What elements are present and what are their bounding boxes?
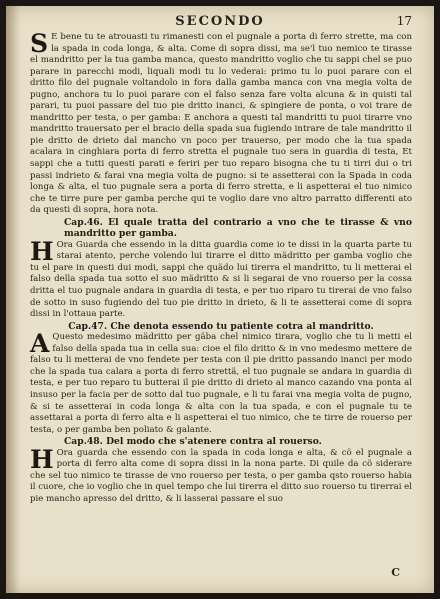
paragraph-text: Ora Guarda che essendo in la ditta guardia come io te dissi in la quarta parte tu starai atento, perche volendo lui tirarre el ditto mädritto per gamba voglio che tu el pare in questi dui modi, sappi che quädo lui tirerra el mandritto, tu li metterai el falso della spada tua sotto el suo mädritto & si li segarai de vno rouerso per la cossa dritta el tuo pugnale andara in guardia di testa, e per tuo riparo tu tirerai de vno falso de sotto in suso fugiendo del tuo pie dritto in drieto, & li te assetterai come di sopra dissi in l'ottaua parte. [30, 239, 412, 320]
page-number: 17 [396, 14, 412, 28]
dropcap: A [30, 329, 50, 359]
chapter-heading-48: Cap.48. Del modo che s'atenere contra al rouerso. [64, 436, 322, 448]
chapter-heading-46: Cap.46. El quale tratta del contrario a vno che te tirasse & vno mandritto per gamba. [64, 216, 412, 240]
paragraph-3 [30, 329, 412, 436]
signature-mark: C [391, 566, 400, 579]
running-head: SECONDO [175, 14, 265, 29]
book-page [6, 6, 434, 593]
dropcap: H [30, 236, 54, 266]
paragraph-text: E bene tu te atrouasti tu rimanesti con el pugnale a porta di ferro strette, ma con la spada in coda longa, & alta. Come di sopra dissi, ma se'l tuo nemico te tirasse el mandritto per la tua gamba manca, questo mandritto voglio che tu sappi chel se puo parare in parecchi modi, liquali modi tu lo vederai: primo tu lo puoi parare con el dritto filo del pugnale voltandolo in fora dalla gamba manca con vna megia volta de pugno, anchora tu lo puoi parare con el falso senza fare volta alcuna & in quisti tal parari, tu puoi passare del tuo pie dritto inanci, & spingiere de ponta, o voi trare de mandritto per testa, o per gamba: E anchora a questi tal mandritti tu puoi tirarre vno mandritto trauersato per el bracio della spada sua fugiendo intrare de tale mandritto il pie dritto de drieto dal mancho vn poco per trauerso, per modo che la tua spada acalara in cinghiara porta di ferro stretta el pugnale tuo sera in guardia di testa, Et sappi che a tutti questi parati e feriri per tuo reparo bisogna che tu ti tirri dui o tri passi indrieto & farai vna megia volta de pugno: si te assetterai con la Spada in coda longa & alta, el tuo pugnale sera a porta di ferro stretta, e li aspetterai el tuo nimico che te tirre pure per gamba perche qui te voglio dare vno altro parratto differenti ato da questi di sopra, hora nota. [30, 32, 412, 216]
page-header [6, 14, 434, 30]
body-text [30, 29, 413, 505]
paragraph-2 [30, 236, 412, 321]
paragraph-text: Ora guarda che essendo con la spada in coda longa e alta, & cö el pugnale a porta di ferro alta come di sopra dissi in la nona parte. Di quile da cö siderare che sel tuo nimico te tirasse de vno rouerso per testa, o per gamba qsto rouerso habia il cuore, che io voglio che in quel tempo che lui tirerra el ditto suo rouerso tu tirerrai el pie mancho apresso del dritto, & li lasserai passare el suo [30, 447, 413, 504]
paragraph-text: Questo medesimo mädritto per gäba chel nimico tirara, voglio che tu li metti el falso della spada tua in cella sua: cioe el filo dritto & in vno medesmo mettere de falso tu li metterai de vno fendete per testa con il pie dritto passando inanci per modo che la spada tua calara a porta di ferro strettä, el tuo pugnale se andara in guardia di testa, e per tuo reparo tu butterai il pie dritto di drieto al manco cazando vna ponta al insuso per la facia per de sotto dal tuo pugnale, e li tu farai vna megia volta de pugno, & si te assetterai in coda longa & alta con la tua spada, e con el pugnale tu te assettarai a porta di ferro alta e li aspetterai el tuo nimico, che te tirre de rouerso per testa, o per gamba ben poliato & galante. [30, 332, 412, 435]
chapter-heading-47: Cap.47. Che denota essendo tu patiente cotra al mandritto. [68, 320, 374, 332]
page-spine-shadow [6, 6, 20, 593]
dropcap: S [30, 29, 49, 58]
dropcap: H [30, 444, 54, 474]
paragraph-4 [30, 444, 413, 506]
paragraph-1 [30, 29, 412, 217]
